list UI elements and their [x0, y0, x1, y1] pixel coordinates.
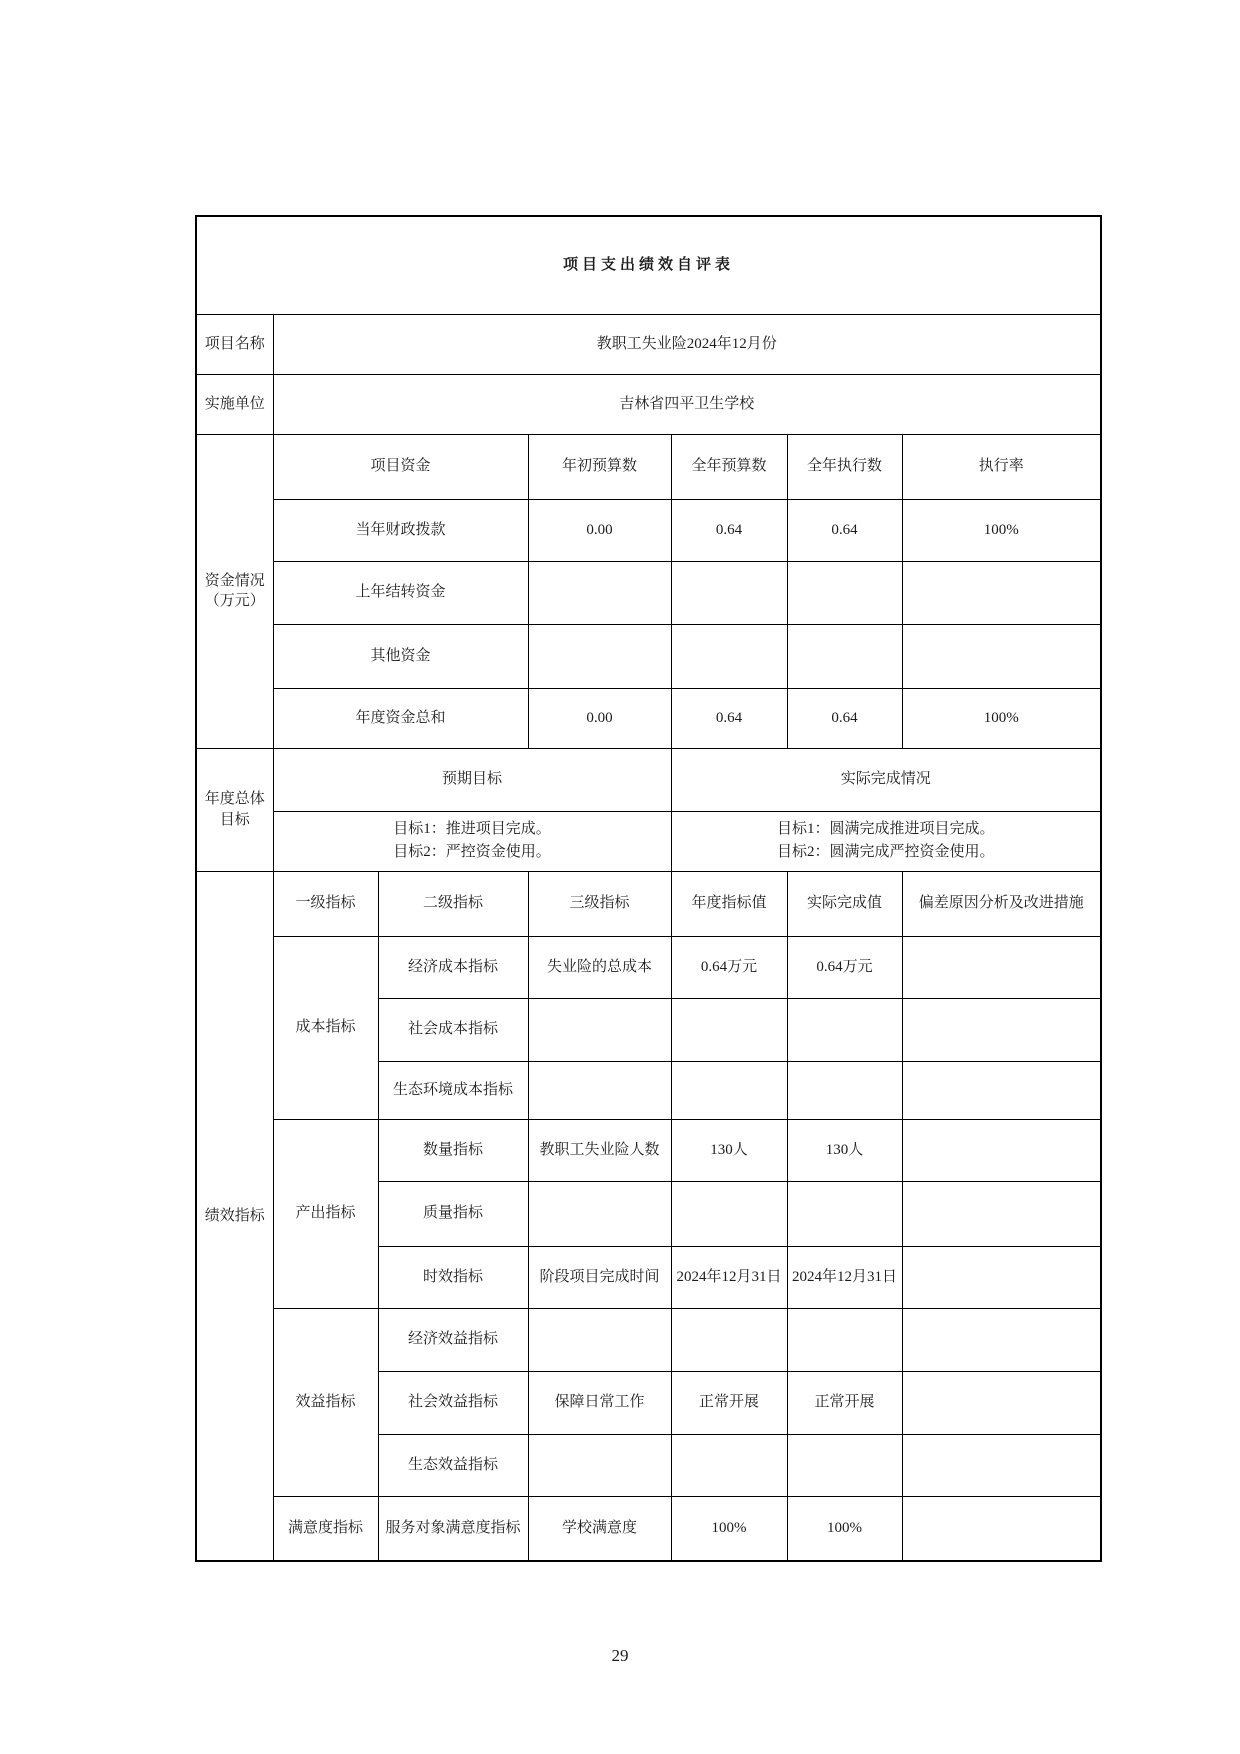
table-title: 项目支出绩效自评表	[196, 216, 1101, 314]
actual-goal-content	[671, 811, 1101, 871]
perf-level1-satisfaction: 满意度指标	[273, 1496, 378, 1561]
funding-cell-initial: 0.00	[528, 499, 671, 561]
perf-target-value	[671, 1308, 787, 1371]
funding-row-name: 其他资金	[273, 624, 528, 688]
perf-level1-benefit: 效益指标	[273, 1308, 378, 1496]
funding-section-label-line2: （万元）	[204, 593, 265, 609]
perf-actual-value	[787, 998, 902, 1061]
perf-level2: 经济效益指标	[378, 1308, 528, 1371]
perf-level2: 数量指标	[378, 1119, 528, 1181]
actual-goal-line2: 目标2：圆满完成严控资金使用。	[777, 844, 995, 860]
funding-section-label-line1: 资金情况	[204, 572, 265, 589]
perf-target-value	[671, 998, 787, 1061]
perf-deviation	[902, 1061, 1101, 1119]
expected-goal-header: 预期目标	[273, 748, 671, 811]
perf-header-level1: 一级指标	[273, 871, 378, 936]
perf-level3	[528, 1061, 671, 1119]
perf-level1-cost: 成本指标	[273, 936, 378, 1119]
implement-unit-label: 实施单位	[196, 374, 273, 434]
expected-goal-line1: 目标1：推进项目完成。	[393, 820, 551, 837]
perf-level3	[528, 998, 671, 1061]
project-name-label: 项目名称	[196, 314, 273, 374]
perf-deviation	[902, 1119, 1101, 1181]
perf-actual-value: 正常开展	[787, 1371, 902, 1434]
funding-header-execution-rate: 执行率	[902, 434, 1101, 499]
perf-level3: 学校满意度	[528, 1496, 671, 1561]
perf-level3: 保障日常工作	[528, 1371, 671, 1434]
funding-cell-rate	[902, 561, 1101, 624]
funding-cell-executed: 0.64	[787, 499, 902, 561]
perf-header-actual-value: 实际完成值	[787, 871, 902, 936]
perf-level3	[528, 1434, 671, 1496]
perf-actual-value: 130人	[787, 1119, 902, 1181]
perf-target-value: 130人	[671, 1119, 787, 1181]
funding-cell-initial	[528, 624, 671, 688]
perf-deviation	[902, 998, 1101, 1061]
perf-level2: 经济成本指标	[378, 936, 528, 998]
funding-header-annual-budget: 全年预算数	[671, 434, 787, 499]
page-number: 29	[611, 1646, 629, 1665]
perf-deviation	[902, 936, 1101, 998]
funding-header-project: 项目资金	[273, 434, 528, 499]
funding-cell-rate: 100%	[902, 688, 1101, 748]
perf-target-value: 0.64万元	[671, 936, 787, 998]
funding-cell-budget: 0.64	[671, 499, 787, 561]
funding-row-name: 上年结转资金	[273, 561, 528, 624]
actual-goal-line1: 目标1：圆满完成推进项目完成。	[777, 820, 995, 837]
perf-level2: 生态环境成本指标	[378, 1061, 528, 1119]
perf-target-value: 100%	[671, 1496, 787, 1561]
perf-target-value	[671, 1181, 787, 1246]
perf-deviation	[902, 1371, 1101, 1434]
funding-cell-budget	[671, 561, 787, 624]
funding-cell-initial: 0.00	[528, 688, 671, 748]
perf-actual-value: 2024年12月31日	[787, 1246, 902, 1308]
funding-row-name: 当年财政拨款	[273, 499, 528, 561]
perf-header-deviation: 偏差原因分析及改进措施	[902, 871, 1101, 936]
perf-deviation	[902, 1308, 1101, 1371]
annual-goal-label-line2: 目标	[219, 811, 250, 828]
perf-level2: 服务对象满意度指标	[378, 1496, 528, 1561]
funding-cell-executed: 0.64	[787, 688, 902, 748]
perf-level3	[528, 1308, 671, 1371]
perf-deviation	[902, 1246, 1101, 1308]
perf-level3: 教职工失业险人数	[528, 1119, 671, 1181]
perf-actual-value: 100%	[787, 1496, 902, 1561]
perf-level2: 时效指标	[378, 1246, 528, 1308]
funding-cell-budget: 0.64	[671, 688, 787, 748]
funding-cell-initial	[528, 561, 671, 624]
funding-cell-budget	[671, 624, 787, 688]
perf-target-value: 2024年12月31日	[671, 1246, 787, 1308]
funding-header-initial-budget: 年初预算数	[528, 434, 671, 499]
perf-level2: 社会效益指标	[378, 1371, 528, 1434]
perf-deviation	[902, 1496, 1101, 1561]
perf-header-level3: 三级指标	[528, 871, 671, 936]
perf-actual-value	[787, 1181, 902, 1246]
annual-goal-label-line1: 年度总体	[204, 791, 265, 808]
funding-cell-executed	[787, 561, 902, 624]
perf-target-value: 正常开展	[671, 1371, 787, 1434]
perf-actual-value	[787, 1308, 902, 1371]
perf-level3	[528, 1181, 671, 1246]
perf-actual-value	[787, 1434, 902, 1496]
perf-target-value	[671, 1434, 787, 1496]
perf-actual-value: 0.64万元	[787, 936, 902, 998]
perf-level3: 失业险的总成本	[528, 936, 671, 998]
perf-header-level2: 二级指标	[378, 871, 528, 936]
perf-level2: 质量指标	[378, 1181, 528, 1246]
perf-level3: 阶段项目完成时间	[528, 1246, 671, 1308]
funding-cell-rate: 100%	[902, 499, 1101, 561]
actual-goal-header: 实际完成情况	[671, 748, 1101, 811]
self-evaluation-table	[195, 215, 1102, 1562]
perf-level2: 社会成本指标	[378, 998, 528, 1061]
expected-goal-content	[273, 811, 671, 871]
perf-level1-output: 产出指标	[273, 1119, 378, 1308]
annual-goal-section-label	[196, 748, 273, 871]
funding-row-name: 年度资金总和	[273, 688, 528, 748]
perf-level2: 生态效益指标	[378, 1434, 528, 1496]
expected-goal-line2: 目标2：严控资金使用。	[393, 844, 551, 860]
project-name-value: 教职工失业险2024年12月份	[273, 314, 1101, 374]
funding-cell-executed	[787, 624, 902, 688]
funding-header-annual-executed: 全年执行数	[787, 434, 902, 499]
funding-section-label	[196, 434, 273, 748]
perf-header-target-value: 年度指标值	[671, 871, 787, 936]
funding-cell-rate	[902, 624, 1101, 688]
implement-unit-value: 吉林省四平卫生学校	[273, 374, 1101, 434]
performance-section-label: 绩效指标	[196, 871, 273, 1561]
perf-deviation	[902, 1181, 1101, 1246]
perf-actual-value	[787, 1061, 902, 1119]
perf-target-value	[671, 1061, 787, 1119]
perf-deviation	[902, 1434, 1101, 1496]
